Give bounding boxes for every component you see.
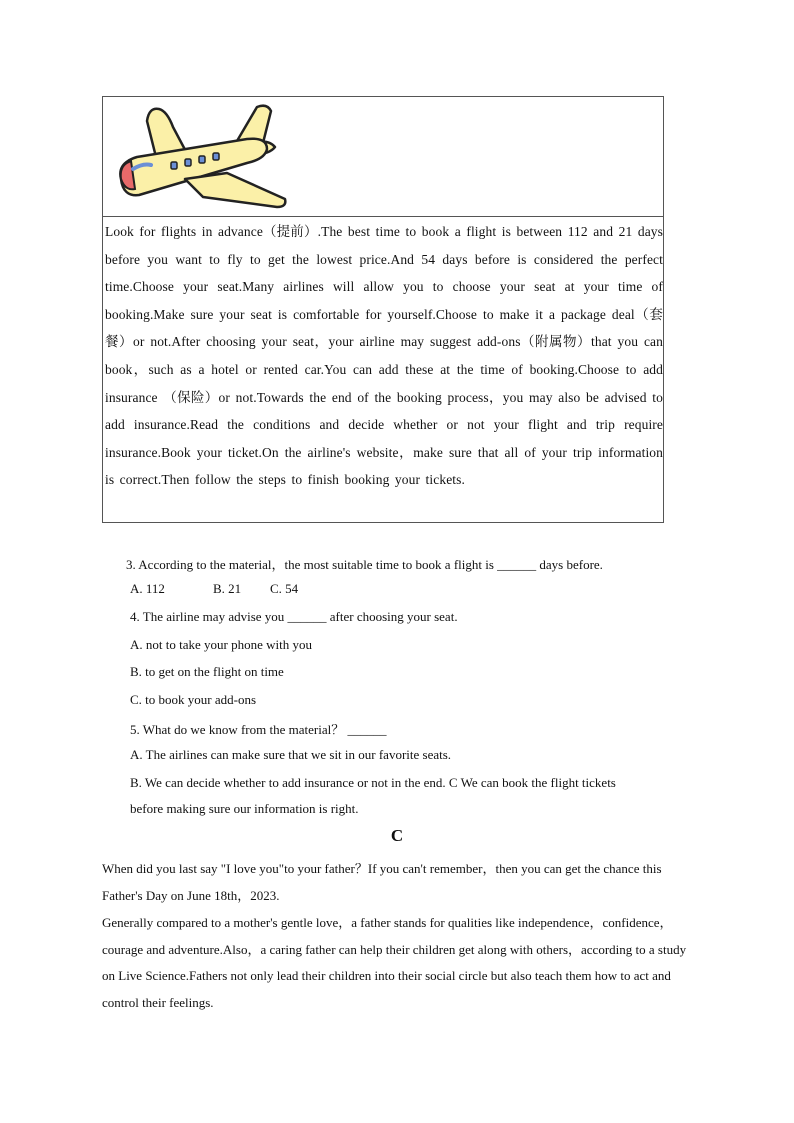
q5-option-bc-continued: before making sure our information is right. [130, 801, 359, 816]
q5-option-a: A. The airlines can make sure that we sit in our favorite seats. [130, 747, 452, 762]
box-divider [103, 216, 663, 217]
question-5: 5. What do we know from the material？ ______ [130, 722, 387, 737]
q4-option-a: A. not to take your phone with you [130, 637, 312, 652]
reading-passage-box [102, 96, 664, 523]
q3-option-b: B. 21 [213, 581, 242, 596]
question-4: 4. The airline may advise you ______ after choosing your seat. [130, 609, 458, 624]
airplane-illustration [107, 99, 289, 209]
section-c-paragraph-1: When did you last say "I love you"to your father？If you can't remember，then you can get the chance this Father's Day on June 18th，2023. [102, 861, 662, 903]
q4-option-b: B. to get on the flight on time [130, 664, 284, 679]
q5-option-bc: B. We can decide whether to add insurance or not in the end. C We can book the flight tickets [130, 775, 616, 790]
q4-option-c: C. to book your add-ons [130, 692, 257, 707]
q3-option-c: C. 54 [270, 581, 299, 596]
passage-text: Look for flights in advance（提前）.The best time to book a flight is between 112 and 21 days before you want to fly to get the lowest price.And 54 days before is considered the perfect time.Choose your seat.Many airlines will allow you to choose your seat at your time of booking.Make sure your seat is comfortable for yourself.Choose to make it a package deal（套餐）or not.After choosing your seat，your airline may suggest add-ons（附属物）that you can book，such as a hotel or rented car.You can add these at the time of booking.Choose to add insurance （保险）or not.Towards the end of the booking process，you may also be advised to add insurance.Read the conditions and decide whether or not your flight and trip require insurance.Book your ticket.On the airline's website，make sure that all of your trip information is correct.Then follow the steps to finish booking your tickets. [105, 224, 663, 488]
question-3: 3. According to the material，the most suitable time to book a flight is ______ days before. [126, 557, 603, 572]
section-c-heading: C [390, 826, 404, 845]
q3-option-a: A. 112 [130, 581, 165, 596]
section-c-paragraph-2: Generally compared to a mother's gentle love，a father stands for qualities like independence，confidence，courage and adventure.Also，a caring father can help their children get along with others，according to a study on Live Science.Fathers not only lead their children into their social circle but also teach them how to act and control their feelings. [102, 915, 687, 1010]
